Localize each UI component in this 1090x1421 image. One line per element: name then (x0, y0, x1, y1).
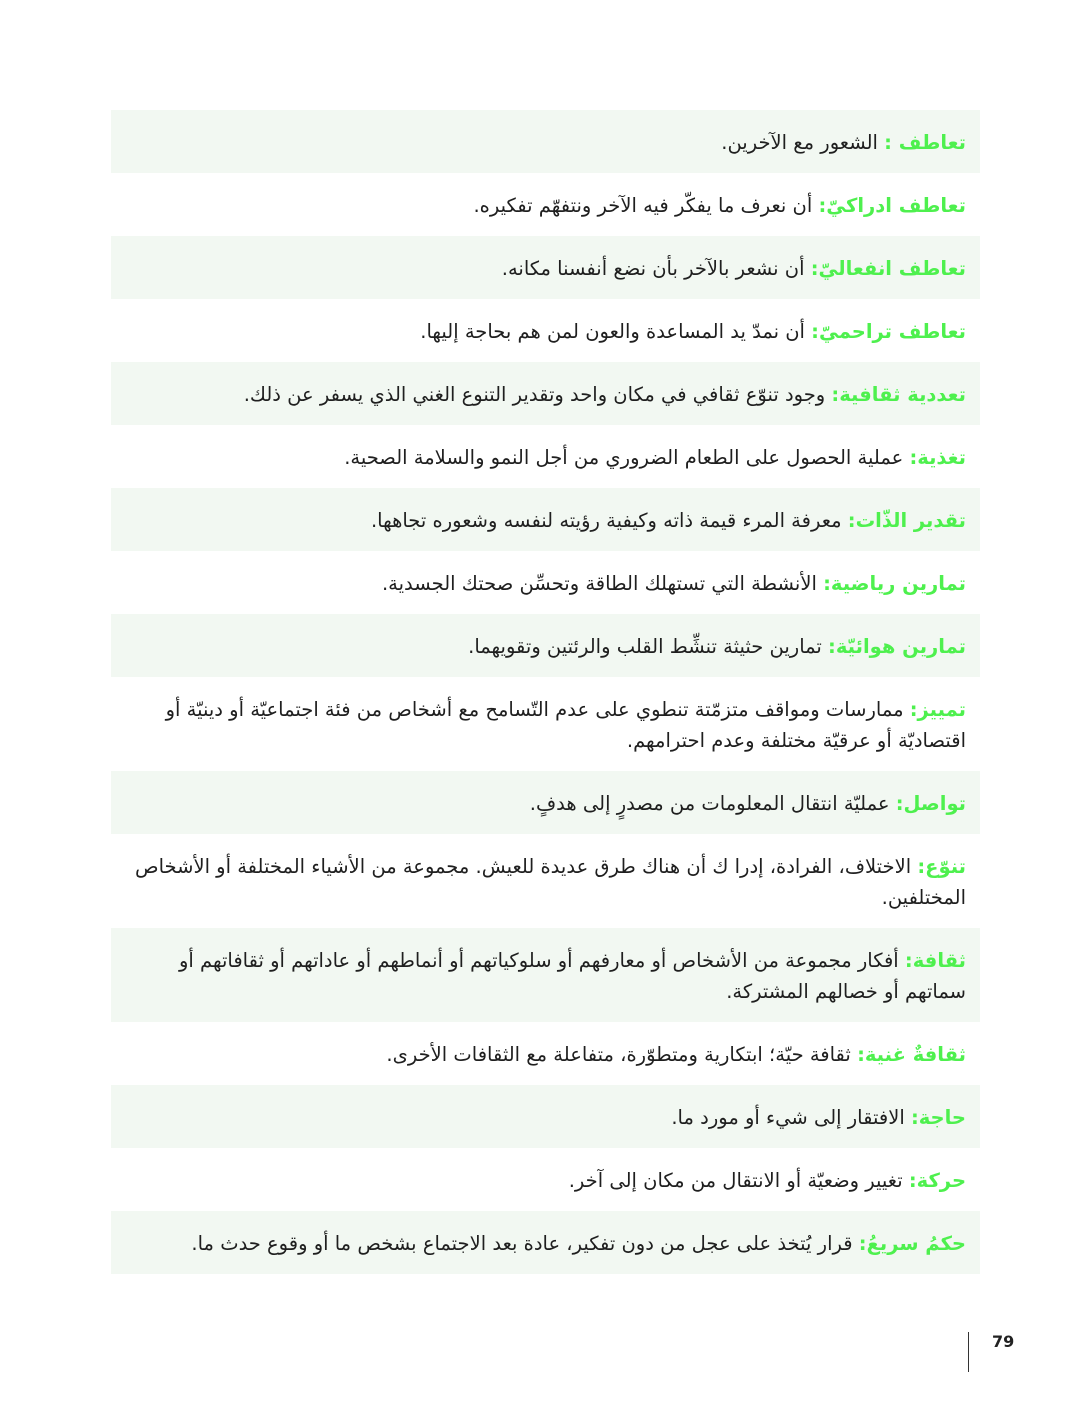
glossary-definition: تغيير وضعيّة أو الانتقال من مكان إلى آخر. (568, 1169, 909, 1192)
glossary-term: تعاطف تراحميّ: (811, 320, 966, 343)
glossary-term: تمارين رياضية: (823, 572, 966, 595)
glossary-term: تواصل: (895, 792, 966, 815)
glossary-definition: ممارسات ومواقف متزمّتة تنطوي على عدم التّسامح مع أشخاص من فئة اجتماعيّة أو دينيّة أو اقتصاديّة أو عرقيّة مختلفة وعدم احترامهم. (165, 698, 966, 752)
glossary-term: تعاطف انفعاليّ: (810, 257, 966, 280)
glossary-entry (111, 299, 980, 362)
glossary-term: تغذية: (909, 446, 966, 469)
glossary-term: تمارين هوائيّة: (828, 635, 966, 658)
glossary-term: حاجة: (910, 1106, 966, 1129)
glossary-entry (111, 1085, 980, 1148)
page-footer (966, 1332, 1026, 1372)
glossary-list (111, 110, 980, 1274)
glossary-definition: الافتقار إلى شيء أو مورد ما. (671, 1106, 911, 1129)
glossary-definition: أن نمدّ يد المساعدة والعون لمن هم بحاجة إليها. (420, 320, 812, 343)
glossary-entry (111, 677, 980, 771)
glossary-definition: الشعور مع الآخرين. (721, 131, 885, 154)
glossary-definition: عمليّة انتقال المعلومات من مصدرٍ إلى هدفٍ. (529, 792, 896, 815)
glossary-definition: الاختلاف، الفرادة، إدرا ك أن هناك طرق عديدة للعيش. مجموعة من الأشياء المختلفة أو الأشخاص المختلفين. (135, 855, 966, 909)
footer-divider (968, 1332, 969, 1372)
glossary-term: تقدير الذّات: (847, 509, 966, 532)
glossary-term: تنوّع: (917, 855, 966, 878)
glossary-term: ثقافةٌ غنية: (857, 1043, 966, 1066)
glossary-entry (111, 551, 980, 614)
glossary-entry (111, 834, 980, 928)
glossary-entry (111, 110, 980, 173)
glossary-entry (111, 173, 980, 236)
glossary-definition: تمارين حثيثة تنشِّط القلب والرئتين وتقويهما. (468, 635, 829, 658)
glossary-term: تمييز: (909, 698, 966, 721)
glossary-definition: أفكار مجموعة من الأشخاص أو معارفهم أو سلوكياتهم أو أنماطهم أو عاداتهم أو ثقافاتهم أو سماتهم أو خصالهم المشتركة. (178, 949, 966, 1003)
glossary-term: حكمُ سريعُ: (858, 1232, 966, 1255)
page-number: 79 (992, 1332, 1015, 1351)
glossary-term: حركة: (908, 1169, 966, 1192)
glossary-entry (111, 771, 980, 834)
glossary-entry (111, 425, 980, 488)
glossary-entry (111, 488, 980, 551)
glossary-definition: أن نعرف ما يفكّر فيه الآخر ونتفهّم تفكيره. (473, 194, 819, 217)
glossary-definition: معرفة المرء قيمة ذاته وكيفية رؤيته لنفسه وشعوره تجاهها. (370, 509, 848, 532)
glossary-entry (111, 362, 980, 425)
glossary-entry (111, 614, 980, 677)
glossary-definition: قرار يُتخذ على عجل من دون تفكير، عادة بعد الاجتماع بشخص ما أو وقوع حدث ما. (191, 1232, 859, 1255)
glossary-term: ثقافة: (904, 949, 966, 972)
glossary-definition: عملية الحصول على الطعام الضروري من أجل النمو والسلامة الصحية. (344, 446, 910, 469)
glossary-entry (111, 236, 980, 299)
glossary-term: تعددية ثقافية: (831, 383, 966, 406)
glossary-definition: الأنشطة التي تستهلك الطاقة وتحسِّن صحتك الجسدية. (381, 572, 824, 595)
glossary-definition: أن نشعر بالآخر بأن نضع أنفسنا مكانه. (501, 257, 811, 280)
glossary-definition: وجود تنوّع ثقافي في مكان واحد وتقدير التنوع الغني الذي يسفر عن ذلك. (243, 383, 832, 406)
glossary-entry (111, 1022, 980, 1085)
glossary-entry (111, 1211, 980, 1274)
glossary-term: تعاطف : (884, 131, 966, 154)
glossary-term: تعاطف ادراكيّ: (818, 194, 966, 217)
glossary-definition: ثقافة حيّة؛ ابتكارية ومتطوّرة، متفاعلة مع الثقافات الأخرى. (386, 1043, 858, 1066)
glossary-entry (111, 1148, 980, 1211)
glossary-entry (111, 928, 980, 1022)
